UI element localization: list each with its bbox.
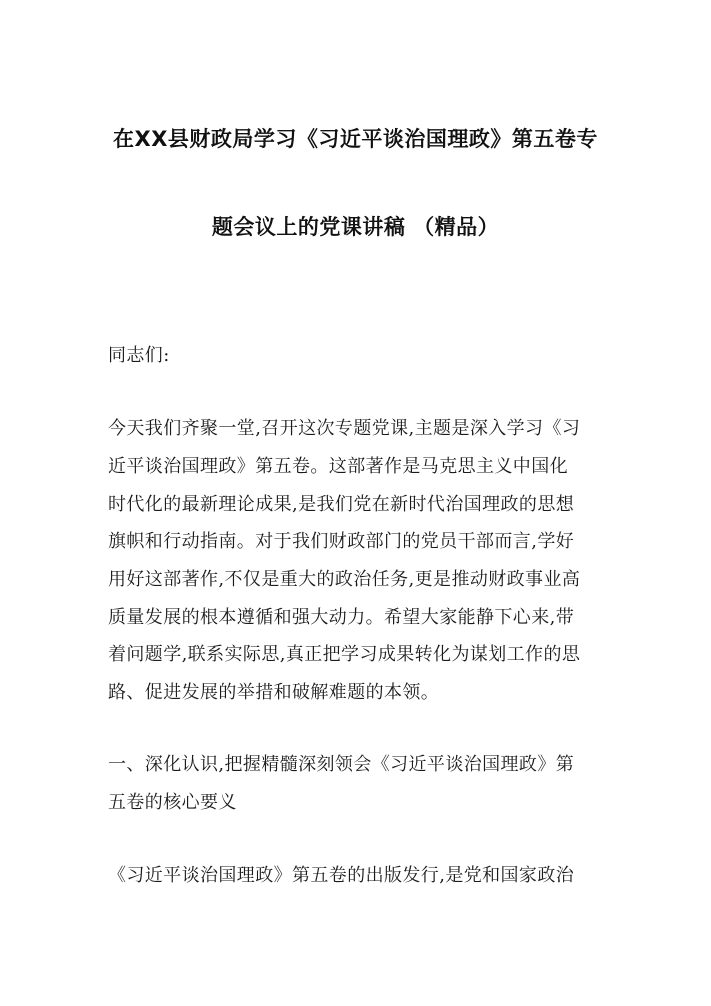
paragraph-1-line: 着问题学,联系实际思,真正把学习成果转化为谋划工作的思 — [108, 644, 581, 665]
document-title-line-1: 在XX县财政局学习《习近平谈治国理政》第五卷专 — [113, 127, 598, 151]
paragraph-1-line: 质量发展的根本遵循和强大动力。希望大家能静下心来,带 — [108, 607, 575, 628]
section-heading-1-line: 一、深化认识,把握精髓深刻领会《习近平谈治国理政》第 — [108, 754, 575, 775]
document-title-line-2: 题会议上的党课讲稿 （精品） — [211, 215, 500, 239]
paragraph-1-line: 路、促进发展的举措和破解难题的本领。 — [108, 682, 440, 703]
paragraph-1-line: 用好这部著作,不仅是重大的政治任务,更是推动财政事业高 — [108, 569, 581, 590]
paragraph-1-line: 旗帜和行动指南。对于我们财政部门的党员干部而言,学好 — [108, 531, 575, 552]
paragraph-2-line: 《习近平谈治国理政》第五卷的出版发行,是党和国家政治 — [108, 865, 575, 886]
paragraph-1-line: 近平谈治国理政》第五卷。这部著作是马克思主义中国化 — [108, 456, 568, 477]
paragraph-1-line: 今天我们齐聚一堂,召开这次专题党课,主题是深入学习《习 — [108, 418, 581, 439]
section-heading-1-line: 五卷的核心要义 — [108, 792, 237, 813]
salutation: 同志们: — [108, 345, 170, 366]
paragraph-1-line: 时代化的最新理论成果,是我们党在新时代治国理政的思想 — [108, 494, 575, 515]
